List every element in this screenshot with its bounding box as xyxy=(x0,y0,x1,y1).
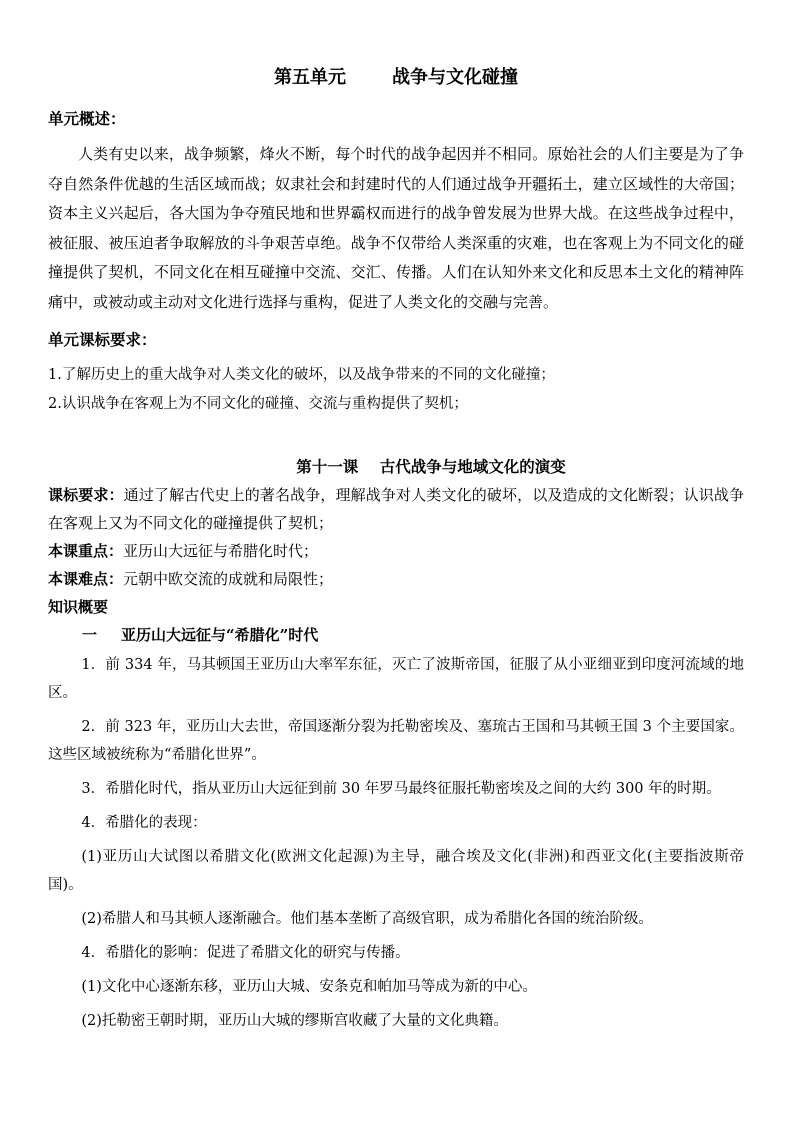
point-5-1: (1)文化中心逐渐东移，亚历山大城、安条克和帕加马等成为新的中心。 xyxy=(81,979,537,995)
unit-title xyxy=(48,64,744,92)
point-4-2: (2)希腊人和马其顿人逐渐融合。他们基本垄断了高级官职，成为希腊化各国的统治阶级。 xyxy=(81,911,653,927)
point-5: 4．希腊化的影响：促进了希腊文化的研究与传播。 xyxy=(81,945,410,961)
requirement-item-1: 1.了解历史上的重大战争对人类文化的破坏，以及战争带来的不同的文化碰撞； xyxy=(48,367,555,383)
unit-number: 第五单元 xyxy=(274,67,346,88)
requirements-heading: 单元课标要求： xyxy=(48,330,157,349)
difficulty-text: 元朝中欧交流的成就和局限性； xyxy=(123,570,334,588)
lesson-name: 古代战争与地域文化的演变 xyxy=(379,457,566,476)
standard-label: 课标要求： xyxy=(48,486,124,504)
difficulty-label: 本课难点： xyxy=(48,570,124,588)
focus-text: 亚历山大远征与希腊化时代； xyxy=(123,542,319,560)
overview-paragraph: 人类有史以来，战争频繁，烽火不断，每个时代的战争起因并不相同。原始社会的人们主要是为了争夺自然条件优越的生活区域而战；奴隶社会和封建时代的人们通过战争开疆拓土，建立区域性的大帝国；资本主义兴起后，各大国为争夺殖民地和世界霸权而进行的战争曾发展为世界大战。在这些战争过程中，被征服、被压迫者争取解放的斗争艰苦卓绝。战争不仅带给人类深重的灾难，也在客观上为不同文化的碰撞提供了契机，不同文化在相互碰撞中交流、交汇、传播。人们在认知外来文化和反思本土文化的精神阵痛中，或被动或主动对文化进行选择与重构，促进了人类文化的交融与完善。 xyxy=(48,145,744,311)
point-4-1: (1)亚历山大试图以希腊文化(欧洲文化起源)为主导，融合埃及文化(非洲)和西亚文化(主要指波斯帝国)。 xyxy=(48,849,744,893)
point-5-2: (2)托勒密王朝时期，亚历山大城的缪斯宫收藏了大量的文化典籍。 xyxy=(81,1013,508,1029)
lesson-standard xyxy=(48,481,744,537)
point-3: 3．希腊化时代，指从亚历山大远征到前 30 年罗马最终征服托勒密埃及之间的大约 300 年的时期。 xyxy=(81,781,721,797)
point-2: 2．前 323 年，亚历山大去世，帝国逐渐分裂为托勒密埃及、塞琉古王国和马其顿王国 3 个主要国家。这些区域被统称为“希腊化世界”。 xyxy=(48,719,744,763)
lesson-focus xyxy=(48,537,744,565)
unit-name: 战争与文化碰撞 xyxy=(392,67,518,88)
overview-heading: 单元概述： xyxy=(48,109,126,128)
document-page xyxy=(48,64,744,1035)
point-4: 4．希腊化的表现： xyxy=(81,815,207,831)
section-number: 一 xyxy=(82,626,98,644)
focus-label: 本课重点： xyxy=(48,542,124,560)
lesson-number: 第十一课 xyxy=(296,457,359,476)
section-heading xyxy=(48,621,744,649)
lesson-difficulty xyxy=(48,565,744,593)
point-1: 1．前 334 年，马其顿国王亚历山大率军东征，灭亡了波斯帝国，征服了从小亚细亚到印度河流域的地区。 xyxy=(48,657,744,701)
requirement-item-2: 2.认识战争在客观上为不同文化的碰撞、交流与重构提供了契机； xyxy=(48,396,468,412)
knowledge-heading: 知识概要 xyxy=(48,598,109,616)
standard-text: 通过了解古代史上的著名战争，理解战争对人类文化的破坏，以及造成的文化断裂；认识战争在客观上又为不同文化的碰撞提供了契机； xyxy=(48,486,744,532)
section-title: 亚历山大远征与“希腊化”时代 xyxy=(121,626,319,644)
lesson-title xyxy=(48,453,744,481)
